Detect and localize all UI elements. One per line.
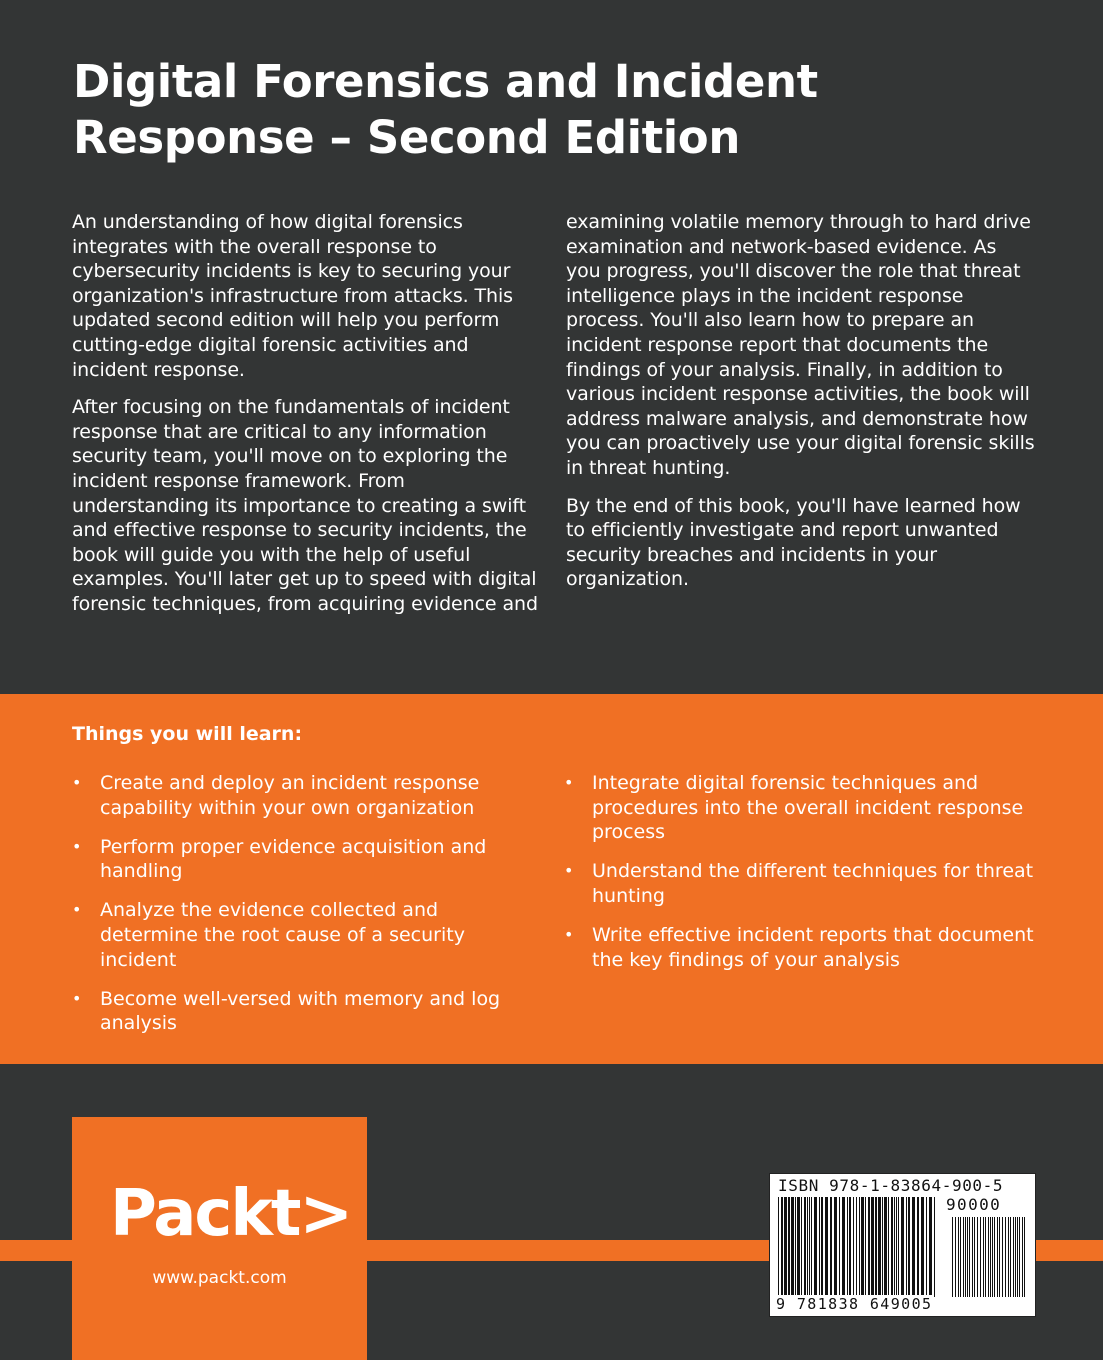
learn-item: • Integrate digital forensic techniques and procedures into the overall incident response process <box>564 771 1044 845</box>
barcode-addon-bars <box>952 1217 1028 1297</box>
learn-item: • Become well-versed with memory and log analysis <box>72 987 532 1036</box>
learn-list-left <box>72 771 532 1050</box>
barcode-bar <box>908 1197 910 1297</box>
learn-item: • Understand the different techniques for threat hunting <box>564 859 1044 908</box>
barcode-bar <box>1017 1217 1018 1297</box>
barcode-bar <box>977 1217 978 1297</box>
barcode-bar <box>967 1217 968 1297</box>
barcode-bar <box>994 1217 995 1297</box>
barcode-bar <box>960 1217 961 1297</box>
barcode-bar <box>1015 1217 1016 1297</box>
barcode-bar <box>825 1197 828 1297</box>
barcode-bar <box>859 1197 860 1297</box>
barcode-bar <box>821 1197 823 1297</box>
barcode-bar <box>807 1197 808 1297</box>
barcode-bar <box>997 1217 998 1297</box>
barcode-bar <box>958 1217 959 1297</box>
barcode-bar <box>921 1197 924 1297</box>
barcode-bar <box>891 1197 893 1297</box>
barcode-bar <box>990 1217 991 1297</box>
barcode-bar <box>875 1197 877 1297</box>
barcode-addon-digits: 90000 <box>946 1195 1002 1214</box>
barcode-bar <box>929 1197 932 1297</box>
book-title: Digital Forensics and Incident Response – Second Edition <box>73 55 818 164</box>
barcode-bar <box>788 1197 790 1297</box>
barcode-bar <box>868 1197 870 1297</box>
description-paragraph: examining volatile memory through to hard drive examination and network-based evidence. As you progress, you'll discover the role that threat intelligence plays in the incident response process. You'll also learn how to prepare an incident response report that documents the findings of your analysis. Finally, in addition to various incident response activities, the book will address malware analysis, and demonstrate how you can proactively use your digital forensic skills in threat hunting. <box>566 211 1035 479</box>
barcode-bar <box>778 1197 779 1297</box>
description-left-column <box>72 210 544 630</box>
barcode-bar <box>784 1197 787 1297</box>
barcode-bar <box>999 1217 1000 1297</box>
barcode-bar <box>849 1197 851 1297</box>
barcode-bar <box>847 1197 848 1297</box>
barcode-bar <box>861 1197 864 1297</box>
barcode-bar <box>955 1217 956 1297</box>
barcode-bar <box>882 1197 883 1297</box>
barcode-bar <box>842 1197 845 1297</box>
barcode-bar <box>1005 1217 1006 1297</box>
barcode-bar <box>1013 1217 1014 1297</box>
barcode-bar <box>980 1217 981 1297</box>
barcode-bar <box>934 1197 935 1297</box>
barcode-bar <box>983 1217 984 1297</box>
description-paragraph: After focusing on the fundamentals of incident response that are critical to any information security team, you'll move on to exploring the incident response framework. From understanding its importance to creating a swift and effective response to security incidents, the book will guide you with the help of useful examples. You'll later get up to speed with digital forensic techniques, from acquiring evidence and <box>72 396 538 615</box>
barcode-bar <box>856 1197 857 1297</box>
barcode-bar <box>1024 1217 1025 1297</box>
barcode-bar <box>1022 1217 1023 1297</box>
barcode-bar <box>965 1217 966 1297</box>
barcode-bar <box>1010 1217 1011 1297</box>
barcode-bar <box>992 1217 993 1297</box>
barcode-bar <box>865 1197 866 1297</box>
barcode-bar <box>830 1197 832 1297</box>
barcode-bar <box>809 1197 810 1297</box>
packt-logo: Packt> <box>110 1177 352 1251</box>
barcode-bars <box>778 1197 938 1297</box>
isbn-barcode <box>769 1173 1036 1317</box>
isbn-label: ISBN 978-1-83864-900-5 <box>778 1176 1004 1195</box>
barcode-bar <box>814 1197 817 1297</box>
barcode-bar <box>834 1197 837 1297</box>
barcode-bar <box>795 1197 796 1297</box>
learn-item: • Perform proper evidence acquisition and handling <box>72 835 532 884</box>
barcode-bar <box>906 1197 907 1297</box>
barcode-bar <box>1002 1217 1003 1297</box>
barcode-bar <box>901 1197 904 1297</box>
barcode-bar <box>926 1197 927 1297</box>
barcode-bar <box>912 1197 915 1297</box>
barcode-bar <box>804 1197 806 1297</box>
barcode-bar <box>888 1197 889 1297</box>
learn-item: • Create and deploy an incident response capability within your own organization <box>72 771 532 820</box>
barcode-bar <box>963 1217 964 1297</box>
barcode-bar <box>781 1197 783 1297</box>
barcode-bar <box>988 1217 989 1297</box>
learn-item: • Write effective incident reports that document the key findings of your analysis <box>564 923 1044 972</box>
description-paragraph: By the end of this book, you'll have learned how to efficiently investigate and report unwanted security breaches and incidents in your organization. <box>566 494 1021 591</box>
barcode-bar <box>894 1197 895 1297</box>
barcode-bar <box>884 1197 887 1297</box>
barcode-bar <box>969 1217 970 1297</box>
barcode-bar <box>797 1197 800 1297</box>
barcode-bar <box>791 1197 794 1297</box>
publisher-url: www.packt.com <box>152 1268 287 1288</box>
description-paragraph: An understanding of how digital forensics integrates with the overall response to cybersecurity incidents is key to securing your organization's infrastructure from attacks. This updated second edition will help you perform cutting-edge digital forensic activities and incident response. <box>72 211 513 381</box>
barcode-bar <box>896 1197 897 1297</box>
barcode-bar <box>898 1197 899 1297</box>
barcode-bar <box>811 1197 812 1297</box>
barcode-bar <box>878 1197 881 1297</box>
barcode-bar <box>839 1197 840 1297</box>
barcode-bar <box>819 1197 820 1297</box>
barcode-bar <box>801 1197 802 1297</box>
barcode-bar <box>985 1217 986 1297</box>
barcode-bar <box>972 1217 973 1297</box>
barcode-digits: 9 781838 649005 <box>776 1295 933 1313</box>
barcode-bar <box>871 1197 874 1297</box>
description-right-column <box>566 210 1036 605</box>
learn-heading: Things you will learn: <box>72 723 303 745</box>
barcode-bar <box>952 1217 953 1297</box>
barcode-bar <box>917 1197 919 1297</box>
learn-list-right <box>564 771 1044 987</box>
learn-item: • Analyze the evidence collected and determine the root cause of a security incident <box>72 898 532 972</box>
publisher-logo-block <box>72 1117 367 1360</box>
barcode-bar <box>974 1217 975 1297</box>
barcode-bar <box>1008 1217 1009 1297</box>
barcode-bar <box>853 1197 854 1297</box>
barcode-bar <box>1019 1217 1020 1297</box>
